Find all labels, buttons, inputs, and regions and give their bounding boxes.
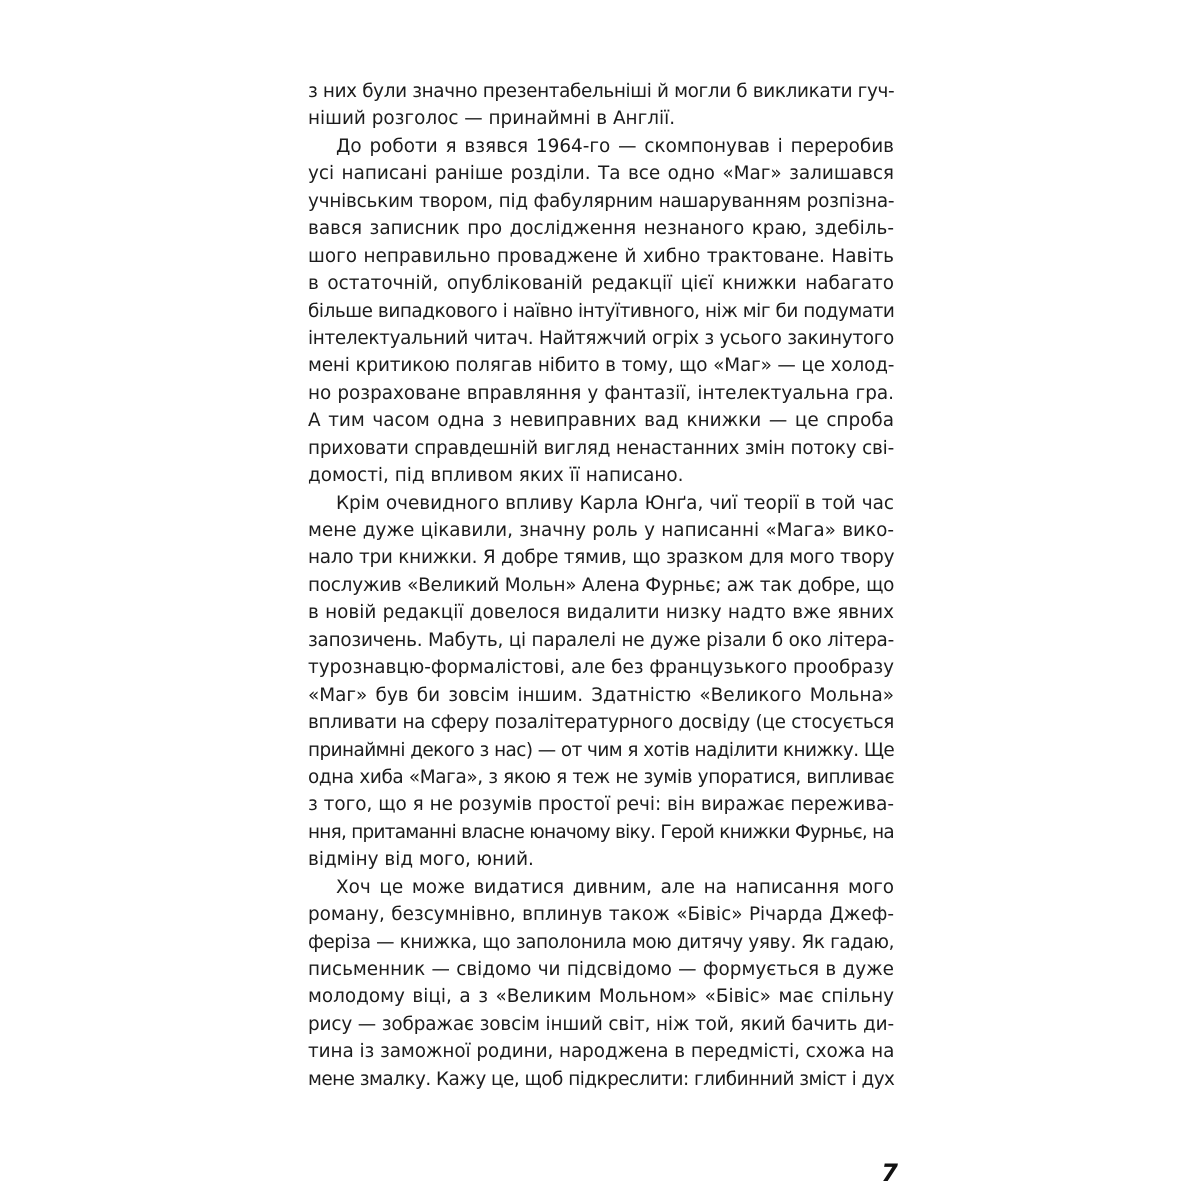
text-line: феріза — книжка, що заполонила мою дитячу уяву. Як гадаю,: [308, 931, 895, 953]
text-line: інтелектуальний читач. Найтяжчий огріх з усього закинутого: [308, 327, 894, 349]
text-line: мене змалку. Кажу це, щоб підкреслити: глибинний зміст і дух: [308, 1068, 895, 1090]
text-line: в остаточній, опублікованій редакції цієї книжки набагато: [308, 273, 894, 295]
paragraph: [308, 874, 894, 1094]
text-line: впливати на сферу позалітературного досвіду (це стосується: [308, 712, 894, 734]
text-line: «Маг» був би зовсім іншим. Здатністю «Великого Мольна»: [308, 684, 894, 706]
text-line: в новій редакції довелося видалити низку надто вже явних: [308, 602, 894, 624]
text-line: До роботи я взявся 1964-го — скомпонував і переробив: [336, 135, 894, 157]
paragraph: [308, 78, 894, 133]
text-line: шого неправильно проваджене й хибно трактоване. Навіть: [308, 245, 894, 267]
text-line: мені критикою полягав нібито в тому, що «Маг» — це холод-: [308, 355, 895, 377]
text-line: Хоч це може видатися дивним, але на написання мого: [336, 876, 894, 898]
page-number: 7: [881, 1159, 898, 1187]
text-line: ння, притаманні власне юначому віку. Герой книжки Фурньє, на: [308, 821, 894, 843]
text-line: Крім очевидного впливу Карла Юнґа, чиї теорії в той час: [336, 492, 894, 514]
text-line: відміну від мого, юний.: [308, 849, 534, 871]
text-line: усі написані раніше розділи. Та все одно «Маг» залишався: [308, 163, 894, 185]
text-line: мене дуже цікавили, значну роль у написанні «Мага» вико-: [308, 520, 894, 541]
text-line: приховати справдешній вигляд ненастанних змін потоку сві-: [308, 437, 894, 459]
text-line: турознавцю-формалістові, але без французького прообразу: [308, 657, 894, 679]
text-line: нало три книжки. Я добре тямив, що зразком для мого твору: [308, 547, 895, 569]
text-line: послужив «Великий Мольн» Алена Фурньє; аж так добре, що: [308, 574, 895, 596]
text-line: молодому віці, а з «Великим Мольном» «Бівіс» має спільну: [308, 986, 894, 1008]
text-line: з того, що я не розумів простої речі: він виражає пережива-: [308, 794, 894, 816]
body-text: [308, 78, 894, 1093]
text-line: роману, безсумнівно, вплинув також «Бівіс» Річарда Джеф-: [308, 904, 894, 926]
text-line: письменник — свідомо чи підсвідомо — формується в дуже: [308, 959, 894, 980]
text-line: з них були значно презентабельніші й могли б викликати гуч-: [308, 81, 895, 102]
text-line: вався записник про дослідження незнаного краю, здебіль-: [308, 218, 894, 240]
text-line: но розраховане вправляння у фантазії, інтелектуальна гра.: [308, 382, 894, 404]
text-line: ніший розголос — принаймні в Англії.: [308, 108, 676, 130]
text-line: рису — зображає зовсім інший світ, ніж той, який бачить ди-: [308, 1013, 894, 1035]
text-line: більше випадкового і наївно інтуїтивного, ніж міг би подумати: [308, 300, 895, 322]
text-line: тина із заможної родини, народжена в передмісті, схожа на: [308, 1041, 895, 1063]
text-line: одна хиба «Мага», з якою я теж не зумів упоратися, випливає: [308, 766, 895, 788]
text-line: домості, під впливом яких її написано.: [308, 465, 684, 487]
paragraph: [308, 490, 894, 874]
text-line: принаймні декого з нас) — от чим я хотів наділити книжку. Ще: [308, 739, 895, 761]
text-line: А тим часом одна з невиправних вад книжки — це спроба: [308, 410, 894, 432]
paragraph: [308, 133, 894, 490]
text-line: запозичень. Мабуть, ці паралелі не дуже різали б око літера-: [308, 629, 894, 651]
text-line: учнівським твором, під фабулярним нашаруванням розпізна-: [308, 190, 895, 212]
